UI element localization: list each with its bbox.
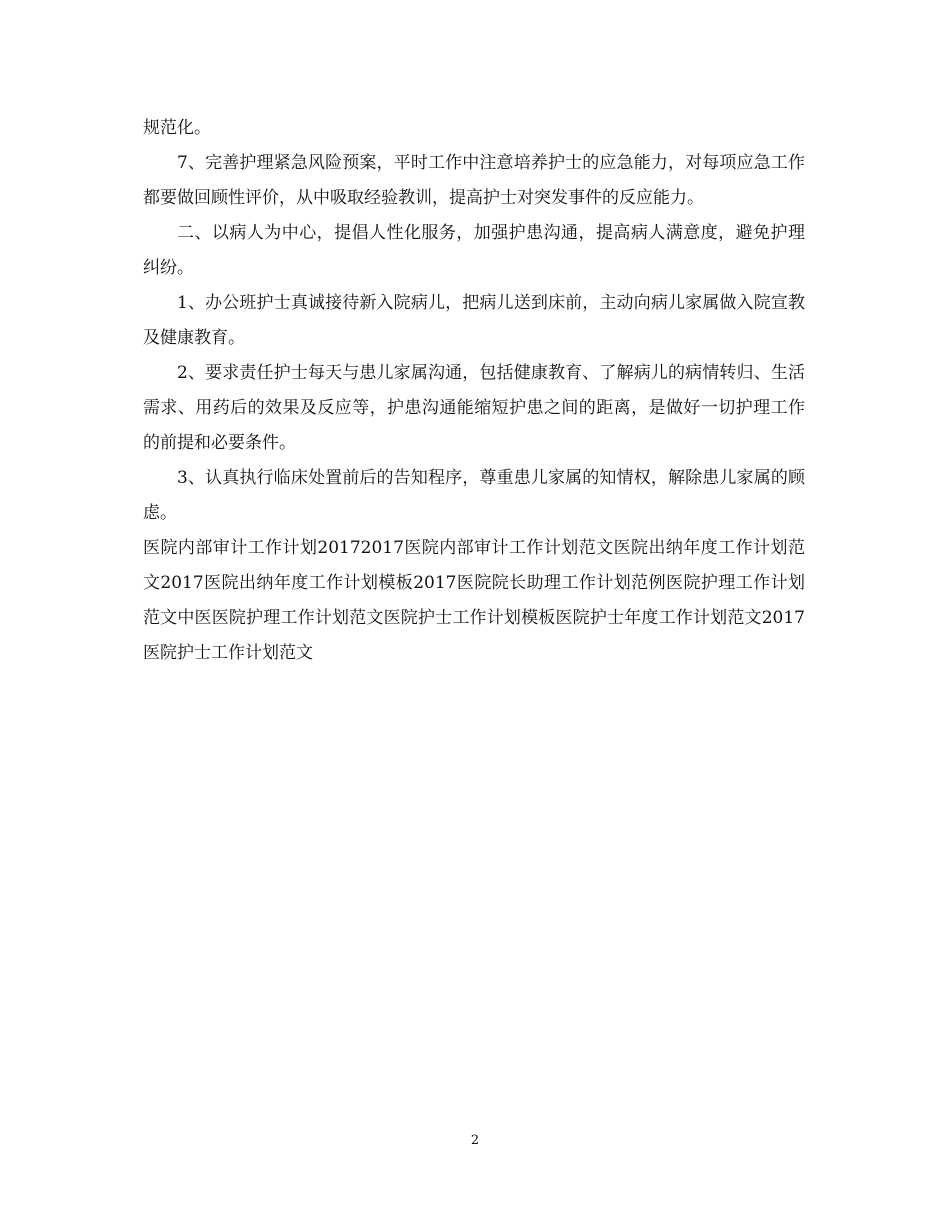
paragraph: 2、要求责任护士每天与患儿家属沟通，包括健康教育、了解病儿的病情转归、生活需求、用药后的效果及反应等，护患沟通能缩短护患之间的距离，是做好一切护理工作的前提和必要条件。 xyxy=(143,363,805,453)
paragraph: 规范化。 xyxy=(143,118,211,138)
page-number: 2 xyxy=(470,1133,480,1148)
paragraph: 二、以病人为中心，提倡人性化服务，加强护患沟通，提高病人满意度，避免护理纠纷。 xyxy=(143,223,805,278)
paragraph: 1、办公班护士真诚接待新入院病儿，把病儿送到床前，主动向病儿家属做入院宣教及健康教育。 xyxy=(143,293,805,348)
paragraph: 7、完善护理紧急风险预案，平时工作中注意培养护士的应急能力，对每项应急工作都要做回顾性评价，从中吸取经验教训，提高护士对突发事件的反应能力。 xyxy=(143,153,805,208)
paragraph: 3、认真执行临床处置前后的告知程序，尊重患儿家属的知情权，解除患儿家属的顾虑。 xyxy=(143,468,805,523)
document-body xyxy=(143,111,805,671)
related-articles-text: 医院内部审计工作计划20172017医院内部审计工作计划范文医院出纳年度工作计划范文2017医院出纳年度工作计划模板2017医院院长助理工作计划范例医院护理工作计划范文中医医院护理工作计划范文医院护士工作计划模板医院护士年度工作计划范文2017医院护士工作计划范文 xyxy=(143,538,805,663)
